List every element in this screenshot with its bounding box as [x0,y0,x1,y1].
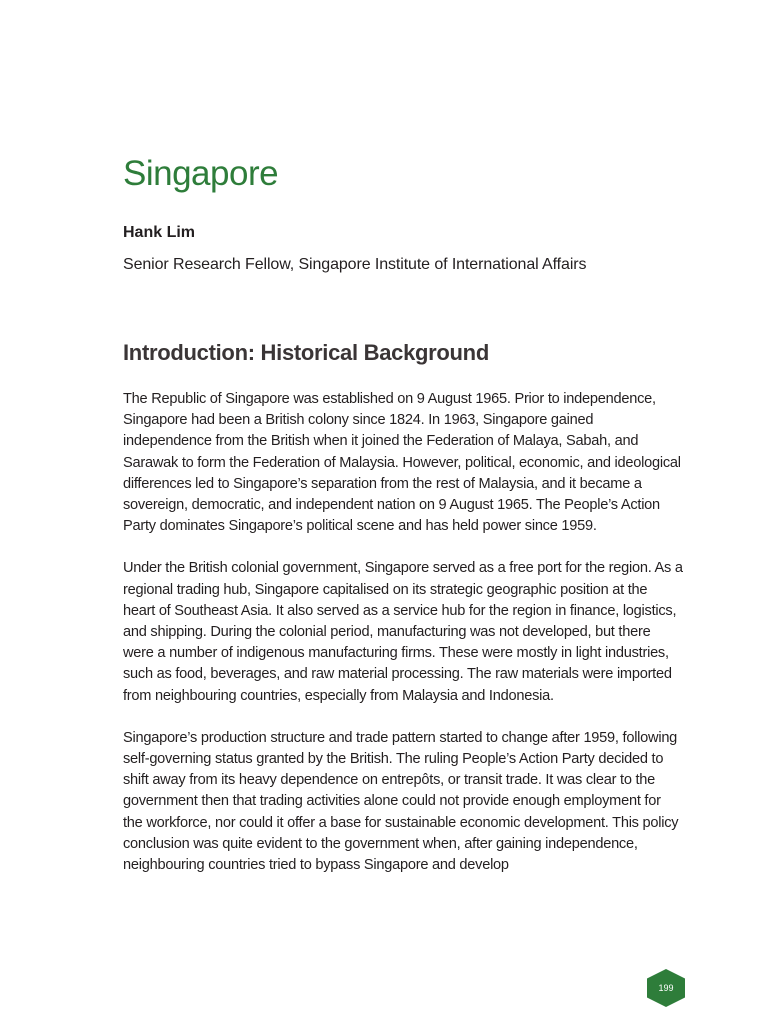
body-text [123,389,683,897]
page-number: 199 [658,983,674,993]
paragraph: Under the British colonial government, Singapore served as a free port for the region. As a regional trading hub, Singapore capitalised on its strategic geographic position at the heart of Southeast Asia. It also served as a service hub for the region in finance, logistics, and shipping. During the colonial period, manufacturing was not developed, but there were a number of indigenous manufacturing firms. These were mostly in light industries, such as food, beverages, and raw material processing. The raw materials were imported from neighbouring countries, especially from Malaysia and Indonesia. [123,560,683,704]
page-number-badge [646,969,686,1007]
author-name: Hank Lim [123,224,196,241]
chapter-title: Singapore [123,154,279,193]
paragraph: The Republic of Singapore was established on 9 August 1965. Prior to independence, Singapore had been a British colony since 1824. In 1963, Singapore gained independence from the British when it joined the Federation of Malaya, Sabah, and Sarawak to form the Federation of Malaysia. However, political, economic, and ideological differences led to Singapore’s separation from the rest of Malaysia, and it became a sovereign, democratic, and independent nation on 9 August 1965. The People’s Action Party dominates Singapore’s political scene and has held power since 1959. [123,391,681,535]
paragraph: Singapore’s production structure and trade pattern started to change after 1959, following self-governing status granted by the British. The ruling People’s Action Party decided to shift away from its heavy dependence on entrepôts, or transit trade. It was clear to the government then that trading activities alone could not provide enough employment for the workforce, nor could it offer a base for sustainable economic development. This policy conclusion was quite evident to the government when, after gaining independence, neighbouring countries tried to bypass Singapore and develop [123,729,679,874]
author-affiliation: Senior Research Fellow, Singapore Institute of International Affairs [123,256,587,273]
section-heading: Introduction: Historical Background [123,340,489,365]
